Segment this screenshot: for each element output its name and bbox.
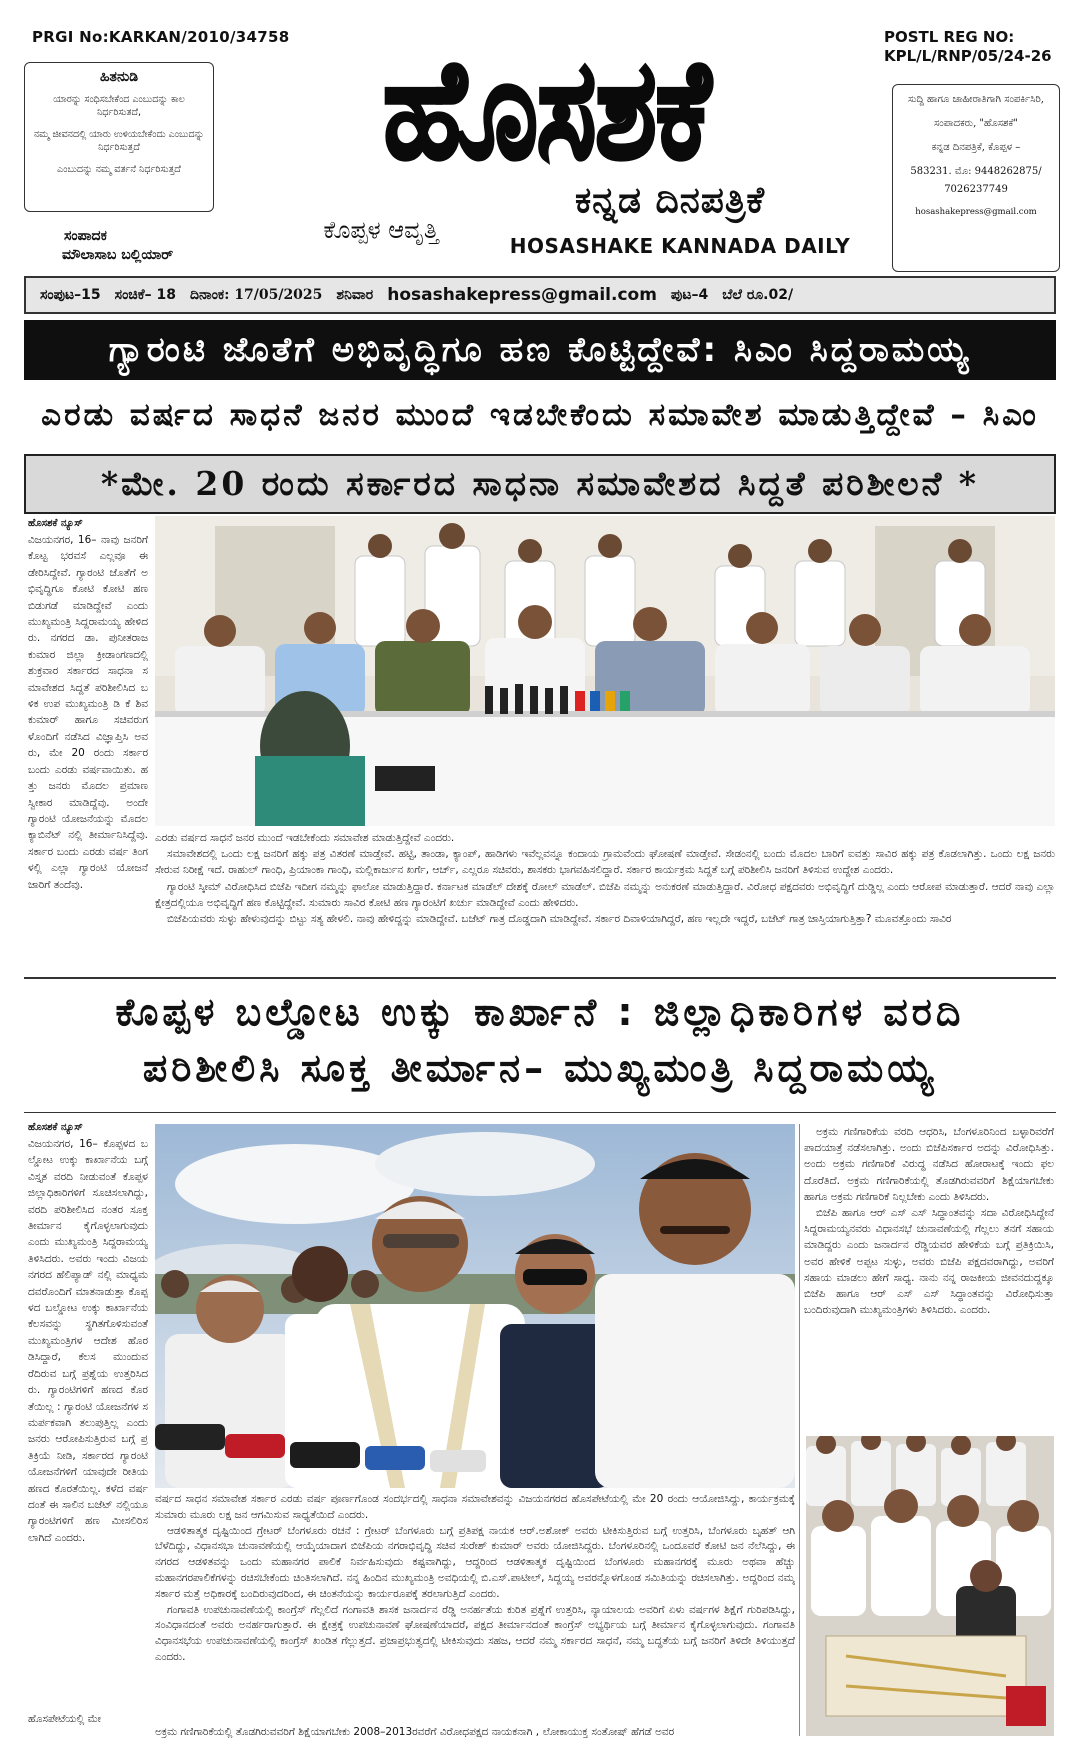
- story1-paragraph: ಬಿಜೆಪಿಯವರು ಸುಳ್ಳು ಹೇಳುವುದನ್ನು ಬಿಟ್ಟು ಸತ್ಯ ಹೇಳಲಿ. ನಾವು ಹೇಳಿದ್ದನ್ನು ಮಾಡಿದ್ದೇವೆ. ಬಜೆಟ್ ಗಾತ್ರ ದೊಡ್ಡದಾಗಿ ಮಾಡಿದ್ದೇವೆ. ಸರ್ಕಾರ ದಿವಾಳಿಯಾಗಿದ್ದರೆ, ಹಣ ಇಲ್ಲದೇ ಇದ್ದರೆ, ಬಜೆಟ್ ಗಾತ್ರ ಜಾಸ್ತಿಯಾಗುತ್ತಿತ್ತಾ? ಮೂವತ್ತೊಂದು ಸಾವಿರ: [167, 913, 952, 926]
- section-divider: [24, 1112, 1056, 1113]
- section-divider: [24, 977, 1056, 979]
- volume: ಸಂಪುಟ–15: [40, 287, 101, 303]
- story2-last-line: ಅಕ್ರಮ ಗಣಿಗಾರಿಕೆಯಲ್ಲಿ ತೊಡಗಿರುವವರಿಗೆ ಶಿಕ್ಷೆಯಾಗಬೇಕು 2008–2013ರವರೆಗೆ ವಿರೋಧಪಕ್ಷದ ನಾಯಕನಾಗಿ , ಲೋಕಾಯುಕ್ತ ಸಂತೋಷ್ ಹೆಗಡೆ ಅವರ: [155, 1726, 675, 1738]
- photo-caption: ಎರಡು ವರ್ಷದ ಸಾಧನೆ ಜನರ ಮುಂದೆ ಇಡಬೇಕೆಂದು ಸಮಾವೇಶ ಮಾಡುತ್ತಿದ್ದೇವೆ ಎಂದರು.: [155, 832, 455, 844]
- story2-right-paragraph: ಬಿಜೆಪಿ ಹಾಗೂ ಆರ್ ಎಸ್ ಎಸ್ ಸಿದ್ಧಾಂತವನ್ನು ಸದಾ ವಿರೋಧಿಸಿದ್ದೇನೆ ಸಿದ್ದರಾಮಯ್ಯನವರು ವಿಧಾನಸಭೆ ಚುನಾವಣೆಯಲ್ಲಿ ಗೆಲ್ಲಲು ತನಗೆ ಸಹಾಯ ಮಾಡಿದ್ದರು ಎಂದು ಜನಾರ್ದನ ರೆಡ್ಡಿಯವರ ಹೇಳಿಕೆಯ ಬಗ್ಗೆ ಪ್ರತಿಕ್ರಿಯಿಸಿ, ಅವರ ಹೇಳಿಕೆ ಅಪ್ಪಟ ಸುಳ್ಳು, ಅವರು ಬಿಜೆಪಿ ಪಕ್ಷದವರಾಗಿದ್ದು, ಅವರಿಗೆ ಸಹಾಯ ಮಾಡಲು ಹೇಗೆ ಸಾಧ್ಯ. ನಾನು ನನ್ನ ರಾಜಕೀಯ ಜೀವನದುದ್ದಕ್ಕೂ ಬಿಜೆಪಿ ಹಾಗೂ ಆರ್ ಎಸ್ ಎಸ್ ಸಿದ್ಧಾಂತವನ್ನು ವಿರೋಧಿಸುತ್ತಾ ಬಂದಿರುವುದಾಗಿ ಮುಖ್ಯಮಂತ್ರಿಗಳು ತಿಳಿಸಿದರು. ಎಂದರು.: [804, 1207, 1054, 1317]
- story1-left-column: ವಿಜಯನಗರ, 16– ನಾವು ಜನರಿಗೆ ಕೊಟ್ಟ ಭರವಸೆ ಎಲ್ಲವೂ ಈಡೇರಿಸಿದ್ದೇವೆ. ಗ್ಯಾರಂಟಿ ಜೊತೆಗೆ ಅಭಿವೃದ್ಧಿಗೂ ಕೋಟಿ ಕೋಟಿ ಹಣ ಬಿಡುಗಡೆ ಮಾಡಿದ್ದೇವೆ ಎಂದು ಮುಖ್ಯಮಂತ್ರಿ ಸಿದ್ದರಾಮಯ್ಯ ಹೇಳಿದರು. ನಗರದ ಡಾ. ಪುನೀತರಾಜಕುಮಾರ ಜಿಲ್ಲಾ ಕ್ರೀಡಾಂಗಣದಲ್ಲಿ ಶುಕ್ರವಾರ ಸರ್ಕಾರದ ಸಾಧನಾ ಸಮಾವೇಶದ ಸಿದ್ದತೆ ಪರಿಶೀಲಿಸಿದ ಬಳಿಕ ಉಪ ಮುಖ್ಯಮಂತ್ರಿ ಡಿ ಕೆ ಶಿವಕುಮಾರ್ ಹಾಗೂ ಸಚಿವರುಗಳೊಂದಿಗೆ ನಡೆಸಿದ ವಿಜ್ಞಾಪ್ತಿಸಿ ಅವರು, ಮೇ 20 ರಂದು ಸರ್ಕಾರ ಬಂದು ಎರಡು ವರ್ಷವಾಯಿತು. ಹತ್ತು ಜನರು ಮೊದಲ ಪ್ರಮಾಣ ಸ್ವೀಕಾರ ಮಾಡಿದ್ದೆವು. ಅಂದೇ ಗ್ಯಾರಂಟಿ ಯೋಜನೆಯನ್ನು ಮೊದಲ ಕ್ಯಾಬಿನೆಟ್ ನಲ್ಲಿ ತೀರ್ಮಾನಿಸಿದ್ದೆವು. ಸರ್ಕಾರ ಬಂದು ಎರಡು ವರ್ಷ ತಿಂಗಳಲ್ಲಿ ಎಲ್ಲಾ ಗ್ಯಾರಂಟಿ ಯೋಜನೆ ಜಾರಿಗೆ ತಂದೆವು.: [28, 534, 148, 891]
- contact-box: [892, 84, 1060, 272]
- story2-paragraph: ಗಂಗಾವತಿ ಉಪಚುನಾವಣೆಯಲ್ಲಿ ಕಾಂಗ್ರೆಸ್ ಗೆಲ್ಲಲಿದೆ ಗಂಗಾವತಿ ಶಾಸಕ ಜನಾರ್ದನ ರೆಡ್ಡಿ ಅನರ್ಹತೆಯ ಕುರಿತ ಪ್ರಶ್ನೆಗೆ ಉತ್ತರಿಸಿ, ನ್ಯಾಯಾಲಯ ಅವರಿಗೆ ಏಳು ವರ್ಷಗಳ ಶಿಕ್ಷೆಗೆ ಗುರಿಪಡಿಸಿದ್ದು, ಸಂವಿಧಾನದಂತೆ ಅವರು ಅನರ್ಹರಾಗುತ್ತಾರೆ. ಈ ಕ್ಷೇತ್ರಕ್ಕೆ ಉಪಚುನಾವಣೆ ಘೋಷಣೆಯಾದರೆ, ಪಕ್ಷದ ತೀರ್ಮಾನದಂತೆ ಕಾಂಗ್ರೆಸ್ ಅಭ್ಯರ್ಥಿಯ ಬಗ್ಗೆ ತೀರ್ಮಾನ ಕೈಗೊಳ್ಳಲಾಗುವುದು. ಗಂಗಾವತಿ ವಿಧಾನಸಭೆಯ ಉಪಚುನಾವಣೆಯಲ್ಲಿ ಕಾಂಗ್ರೆಸ್ ಖಂಡಿತ ಗೆಲ್ಲುತ್ತದೆ. ಪ್ರಜಾಪ್ರಭುತ್ವದಲ್ಲಿ ಟೀಕಿಸುವುದು ಸಹಜ, ಆದರೆ ನಮ್ಮ ಸರ್ಕಾರದ ಸಾಧನೆ, ನಮ್ಮ ಬದ್ಧತೆಯ ಬಗ್ಗೆ ಜನರಿಗೆ ತಿಳಿದೇ ತಿಳಿಯುತ್ತದೆ ಎಂದರು.: [155, 1603, 795, 1663]
- headline-second-story-line1: ಕೊಪ್ಪಳ ಬಲ್ಡೋಟ ಉಕ್ಕು ಕಾರ್ಖಾನೆ : ಜಿಲ್ಲಾಧಿಕಾರಿಗಳ ವರದಿ: [115, 990, 965, 1034]
- press-meet-image: [155, 516, 1055, 826]
- contact-line: ಕನ್ನಡ ದಿನಪತ್ರಿಕೆ, ಕೊಪ್ಪಳ –: [931, 142, 1021, 153]
- contact-line: ಸುದ್ದಿ ಹಾಗೂ ಜಾಹೀರಾತಿಗಾಗಿ ಸಂಪರ್ಕಿಸಿರಿ,: [908, 94, 1044, 105]
- prgi-number: PRGI No:KARKAN/2010/34758: [32, 28, 290, 46]
- editor-label: ಸಂಪಾದಕ: [64, 228, 107, 244]
- headline-second-story-line2: ಪರಿಶೀಲಿಸಿ ಸೂಕ್ತ ತೀರ್ಮಾನ– ಮುಖ್ಯಮಂತ್ರಿ ಸಿದ್ದರಾಮಯ್ಯ: [142, 1046, 938, 1090]
- story2-right-column: [804, 1124, 1054, 1434]
- story1-body: [155, 830, 1055, 972]
- dateline-email[interactable]: hosashakepress@gmail.com: [387, 285, 657, 305]
- page-count: ಪುಟ–4: [670, 287, 709, 303]
- editor-name: ಮೌಲಾಸಾಬ ಬಲ್ಲಿಯಾರ್: [62, 247, 174, 263]
- quote-box-title: ಹಿತನುಡಿ: [99, 69, 139, 85]
- newspaper-subtitle-english: HOSASHAKE KANNADA DAILY: [509, 234, 851, 258]
- edition-label: ಕೊಪ್ಪಳ ಆವೃತ್ತಿ: [323, 216, 439, 244]
- headline-main: ಗ್ಯಾರಂಟಿ ಜೊತೆಗೆ ಅಭಿವೃದ್ಧಿಗೂ ಹಣ ಕೊಟ್ಟಿದ್ದೇವೆ: ಸಿಎಂ ಸಿದ್ದರಾಮಯ್ಯ: [24, 320, 1056, 380]
- headline-second-story: [24, 984, 1056, 1096]
- contact-email: hosashakepress@gmail.com: [915, 207, 1037, 217]
- price: ಬೆಲೆ ರೂ.02/: [722, 287, 794, 303]
- inspection-photo: [806, 1436, 1054, 1736]
- postal-reg-number: KPL/L/RNP/05/24-26: [884, 47, 1052, 65]
- story2-paragraph: ಆಡಳಿತಾತ್ಮಕ ದೃಷ್ಟಿಯಿಂದ ಗ್ರೇಟರ್ ಬೆಂಗಳೂರು ರಚನೆ : ಗ್ರೇಟರ್ ಬೆಂಗಳೂರು ಬಗ್ಗೆ ಪ್ರತಿಪಕ್ಷ ನಾಯಕ ಆರ್.ಅಶೋಕ್ ಅವರು ಟೀಕಿಸುತ್ತಿರುವ ಬಗ್ಗೆ ಉತ್ತರಿಸಿ, ಬೆಂಗಳೂರು ಬೃಹತ್ ಆಗಿ ಬೆಳೆದಿದ್ದು, ವಿಧಾನಸಭಾ ಚುನಾವಣೆಯಲ್ಲಿ ಆಯ್ಕೆಯಾದಾಗ ಬಿಜೆಪಿಯ ನಗರಾಭಿವೃದ್ಧಿ ಸಚಿವ ಸುರೇಶ್ ಕುಮಾರ್ ಅವರು ಯೋಜಿಸಿದ್ದರು. ಬೆಂಗಳೂರಿನಲ್ಲಿ ಒಂದೂವರೆ ಕೋಟಿ ಜನ ನೆಲೆಸಿದ್ದು, ಈ ನಗರದ ಆಡಳಿತವನ್ನು ಒಂದು ಮಹಾನಗರ ಪಾಲಿಕೆ ನಿರ್ವಹಿಸುವುದು ಕಷ್ಟವಾಗಿದ್ದು, ಆದ್ದರಿಂದ ಆಡಳಿತಾತ್ಮಕ ದೃಷ್ಟಿಯಿಂದ ಬೆಂಗಳೂರು ಮಹಾನಗರಕ್ಕೆ ಮೂರು ಅಥವಾ ಹೆಚ್ಚು ಮಹಾನಗರಪಾಲಿಕೆಗಳನ್ನು ರಚಿಸಬೇಕೆಂದು ಚಿಂತಿಸಲಾಗಿದೆ. ನನ್ನ ಹಿಂದಿನ ಮುಖ್ಯಮಂತ್ರಿ ಅವಧಿಯಲ್ಲಿ ಬಿ.ಎಸ್.ಪಾಟೀಲ್, ಸಿದ್ದಯ್ಯ ಅವರನ್ನೊಳಗೊಂಡ ಸಮಿತಿಯನ್ನು ರಚಿಸಲಾಗಿತ್ತು. ಅದ್ದರಿಂದ ನಮ್ಮ ಸರ್ಕಾರ ಮತ್ತೆ ಅಧಿಕಾರಕ್ಕೆ ಬಂದಿರುವುದರಿಂದ, ಈ ಚಿಂತನೆಯನ್ನು ಕಾರ್ಯರೂಪಕ್ಕೆ ತರಲಾಗುತ್ತಿದೆ ಎಂದರು.: [155, 1524, 795, 1600]
- quote-line: ಎಂಬುದನ್ನು ನಮ್ಮ ವರ್ತನೆ ನಿರ್ಧರಿಸುತ್ತದೆ: [57, 164, 181, 175]
- story2-right-paragraph: ಅಕ್ರಮ ಗಣಿಗಾರಿಕೆಯ ವರದಿ ಆಧರಿಸಿ, ಬೆಂಗಳೂರಿನಿಂದ ಬಳ್ಳಾರಿವರೆಗೆ ಪಾದಯಾತ್ರೆ ನಡೆಸಲಾಗಿತ್ತು. ಅಂದು ಬಿಜೆಪಿಸರ್ಕಾರ ಅದನ್ನು ವಿರೋಧಿಸಿತ್ತು. ಅಂದು ಅಕ್ರಮ ಗಣಿಗಾರಿಕೆ ವಿರುದ್ಧ ನಡೆಸಿದ ಹೋರಾಟಕ್ಕೆ ಇಂದು ಫಲ ದೊರೆತಿದೆ. ಅಕ್ರಮ ಗಣಿಗಾರಿಕೆಯಲ್ಲಿ ತೊಡಗಿರುವವರಿಗೆ ಶಿಕ್ಷೆಯಾಗಬೇಕು ಹಾಗೂ ಅಕ್ರಮ ಗಣಿಗಾರಿಕೆ ನಿಲ್ಲಬೇಕು ಎಂದು ತಿಳಿಸಿದರು.: [804, 1126, 1054, 1203]
- story1-paragraph: ಸಮಾವೇಶದಲ್ಲಿ ಒಂದು ಲಕ್ಷ ಜನರಿಗೆ ಹಕ್ಕು ಪತ್ರ ವಿತರಣೆ ಮಾಡ್ತೇವೆ. ಹಟ್ಟಿ, ತಾಂಡಾ, ಕ್ಯಾಂಪ್, ಹಾಡಿಗಳು ಇವೆಲ್ಲವನ್ನೂ ಕಂದಾಯ ಗ್ರಾಮವೆಂದು ಘೋಷಣೆ ಮಾಡ್ತೇವೆ. ಸೇಡಂನಲ್ಲಿ ಬಂದು ಮೊದಲ ಬಾರಿಗೆ ಐವತ್ತು ಸಾವಿರ ಹಕ್ಕು ಪತ್ರ ಕೊಡಲಾಗಿತ್ತು. ಒಂದು ಲಕ್ಷ ಜನರು ಸೇರುವ ನಿರೀಕ್ಷೆ ಇದೆ. ರಾಹುಲ್ ಗಾಂಧಿ, ಪ್ರಿಯಾಂಕಾ ಗಾಂಧಿ, ಮಲ್ಲಿಕಾರ್ಜುನ ಖರ್ಗೆ, ಆರ್ಚ್, ಎಲ್ಲರೂ ಸಚಿವರು, ಶಾಸಕರು ಭಾಗವಹಿಸಲಿದ್ದಾರೆ. ಸರ್ಕಾರ ಕಾರ್ಯಕ್ರಮ ಸಿದ್ದತೆ ಬಗ್ಗೆ ಪರಿಶೀಲಿಸಿ ಜನರಿಗೆ ತಿಳಿಸುವ ಉದ್ದೇಶ ಎಂದರು.: [155, 848, 1055, 877]
- inspection-image: [806, 1436, 1054, 1736]
- story2-body: [155, 1492, 795, 1730]
- story1-paragraph: ಗ್ಯಾರಂಟಿ ಸ್ಕೀಮ್ ವಿರೋಧಿಸಿದ ಬಿಜೆಪಿ ಇದೀಗ ನಮ್ಮನ್ನು ಫಾಲೋ ಮಾಡುತ್ತಿದ್ದಾರೆ. ಕರ್ನಾಟಕ ಮಾಡೆಲ್ ದೇಶಕ್ಕೆ ರೋಲ್ ಮಾಡೆಲ್. ಬಿಜೆಪಿ ನಮ್ಮನ್ನು ಅನುಕರಣೆ ಮಾಡುತ್ತಿದ್ದಾರೆ. ವಿರೋಧ ಪಕ್ಷದವರು ಅಭಿವೃದ್ಧಿಗೆ ದುಡ್ಡಿಲ್ಲ ಎಂದು ಆರೋಪ ಮಾಡುತ್ತಾರೆ. ಆದರೆ ನಾವು ಎಲ್ಲಾ ಕ್ಷೇತ್ರದಲ್ಲಿಯೂ ಅಭಿವೃದ್ಧಿಗೆ ಹಣ ಕೊಟ್ಟಿದ್ದೇವೆ. ಸುಮಾರು ಸಾವಿರ ಕೋಟಿ ಹಣ ಗ್ಯಾರಂಟಿಗೆ ಖರ್ಚು ಮಾಡಿದ್ದೇವೆ ಎಂದು ಹೇಳಿದರು.: [155, 880, 1055, 909]
- headline-highlight: *ಮೇ. 20 ರಂದು ಸರ್ಕಾರದ ಸಾಧನಾ ಸಮಾವೇಶದ ಸಿದ್ದತೆ ಪರಿಶೀಲನೆ *: [24, 454, 1056, 514]
- cm-media-photo: [155, 1124, 795, 1488]
- story2-left-column: ವಿಜಯನಗರ, 16– ಕೊಪ್ಪಳದ ಬಲ್ಡೋಟ ಉಕ್ಕು ಕಾರ್ಖಾನೆಯ ಬಗ್ಗೆ ವಿಸ್ತೃತ ವರದಿ ನೀಡುವಂತೆ ಕೊಪ್ಪಳ ಜಿಲ್ಲಾಧಿಕಾರಿಗಳಿಗೆ ಸೂಚಿಸಲಾಗಿದ್ದು, ವರದಿ ಪರಿಶೀಲಿಸಿದ ನಂತರ ಸೂಕ್ತ ತೀರ್ಮಾನ ಕೈಗೊಳ್ಳಲಾಗುವುದು ಎಂದು ಮುಖ್ಯಮಂತ್ರಿ ಸಿದ್ದರಾಮಯ್ಯ ತಿಳಿಸಿದರು. ಅವರು ಇಂದು ವಿಜಯನಗರದ ಹೆಲಿಪ್ಯಾಡ್ ನಲ್ಲಿ ಮಾಧ್ಯಮದವರೊಂದಿಗೆ ಮಾತನಾಡುತ್ತಾ ಕೊಪ್ಪಳದ ಬಲ್ಡೋಟ ಉಕ್ಕು ಕಾರ್ಖಾನೆಯ ಕೆಲಸವನ್ನು ಸ್ಥಗಿತಗೊಳಿಸುವಂತೆ ಮುಖ್ಯಮಂತ್ರಿಗಳ ಆದೇಶ ಹೊರಡಿಸಿದ್ದಾರೆ, ಕೆಲಸ ಮುಂದುವರೆದಿರುವ ಬಗ್ಗೆ ಪ್ರಶ್ನೆಯ ಉತ್ತರಿಸಿದರು. ಗ್ಯಾರಂಟಿಗಳಿಗೆ ಹಣದ ಕೊರತೆಯಿಲ್ಲ : ಗ್ಯಾರಂಟಿ ಯೋಜನೆಗಳ ಸಮರ್ಪಕವಾಗಿ ತಲುಪುತ್ತಿಲ್ಲ ಎಂದು ಜನರು ಆರೋಪಿಸುತ್ತಿರುವ ಬಗ್ಗೆ ಪ್ರತಿಕ್ರಿಯೆ ನೀಡಿ, ಸರ್ಕಾರದ ಗ್ಯಾರಂಟಿ ಯೋಜನೆಗಳಿಗೆ ಯಾವುದೇ ರೀತಿಯ ಹಣದ ಕೊರತೆಯಿಲ್ಲ. ಕಳೆದ ವರ್ಷದಂತೆ ಈ ಸಾಲಿನ ಬಜೆಟ್ ನಲ್ಲಿಯೂ ಗ್ಯಾರಂಟಿಗಳಿಗೆ ಹಣ ಮೀಸಲಿರಿಸಲಾಗಿದೆ ಎಂದರು.: [28, 1138, 148, 1544]
- dateline-bar: [24, 276, 1056, 314]
- story2-paragraph: ವರ್ಷದ ಸಾಧನ ಸಮಾವೇಶ ಸರ್ಕಾರ ಎರಡು ವರ್ಷ ಪೂರ್ಣಗೊಂಡ ಸಂದರ್ಭದಲ್ಲಿ ಸಾಧನಾ ಸಮಾವೇಶವನ್ನು ವಿಜಯನಗರದ ಹೊಸಪೇಟೆಯಲ್ಲಿ ಮೇ 20 ರಂದು ಆಯೋಜಿಸಿದ್ದು, ಕಾರ್ಯಕ್ರಮಕ್ಕೆ ಸುಮಾರು ಮೂರು ಲಕ್ಷ ಜನ ಆಗಮಿಸುವ ಸಾಧ್ಯತೆಯಿದೆ ಎಂದರು.: [155, 1493, 795, 1521]
- postal-reg-label: POSTL REG NO:: [884, 28, 1015, 46]
- headline-sub: ಎರಡು ವರ್ಷದ ಸಾಧನೆ ಜನರ ಮುಂದೆ ಇಡಬೇಕೆಂದು ಸಮಾವೇಶ ಮಾಡುತ್ತಿದ್ದೇವೆ – ಸಿಎಂ: [41, 396, 1039, 433]
- story2-left-footer: ಹೊಸಪೇಟೆಯಲ್ಲಿ ಮೇ: [28, 1713, 102, 1725]
- contact-line: ಸಂಪಾದಕರು, "ಹೊಸಶಕೆ": [933, 118, 1019, 129]
- newspaper-title: ಹೊಸಶಕೆ: [382, 29, 710, 190]
- postal-registration: [884, 28, 1052, 66]
- contact-phone: 583231. ಮೊ: 9448262875/: [910, 166, 1042, 177]
- cm-media-image: [155, 1124, 795, 1488]
- story2-dateline: ಹೊಸಶಕೆ ನ್ಯೂಸ್: [28, 1122, 83, 1133]
- story1-dateline: ಹೊಸಶಕೆ ನ್ಯೂಸ್: [28, 518, 83, 529]
- quote-box: [24, 62, 214, 212]
- quote-line: ನಮ್ಮ ಜೀವನದಲ್ಲಿ ಯಾರು ಉಳಿಯಬೇಕೆಂದು ಎಂಬುದನ್ನು ನಿರ್ಧರಿಸುತ್ತದೆ: [33, 129, 205, 153]
- quote-line: ಯಾರನ್ನು ಸಂಧಿಸಬೇಕೆಂದ ಎಂಬುದನ್ನು ಕಾಲ ನಿರ್ಧರಿಸುತದೆ,: [53, 94, 185, 118]
- issue: ಸಂಚಿಕೆ– 18: [114, 287, 176, 303]
- weekday: ಶನಿವಾರ: [336, 287, 374, 303]
- column-divider: [799, 1124, 800, 1736]
- press-meet-photo: [155, 516, 1055, 826]
- contact-phone-2: 7026237749: [944, 184, 1008, 195]
- date: ದಿನಾಂಕ: 17/05/2025: [189, 287, 323, 303]
- newspaper-subtitle-kannada: ಕನ್ನಡ ದಿನಪತ್ರಿಕೆ: [574, 180, 766, 221]
